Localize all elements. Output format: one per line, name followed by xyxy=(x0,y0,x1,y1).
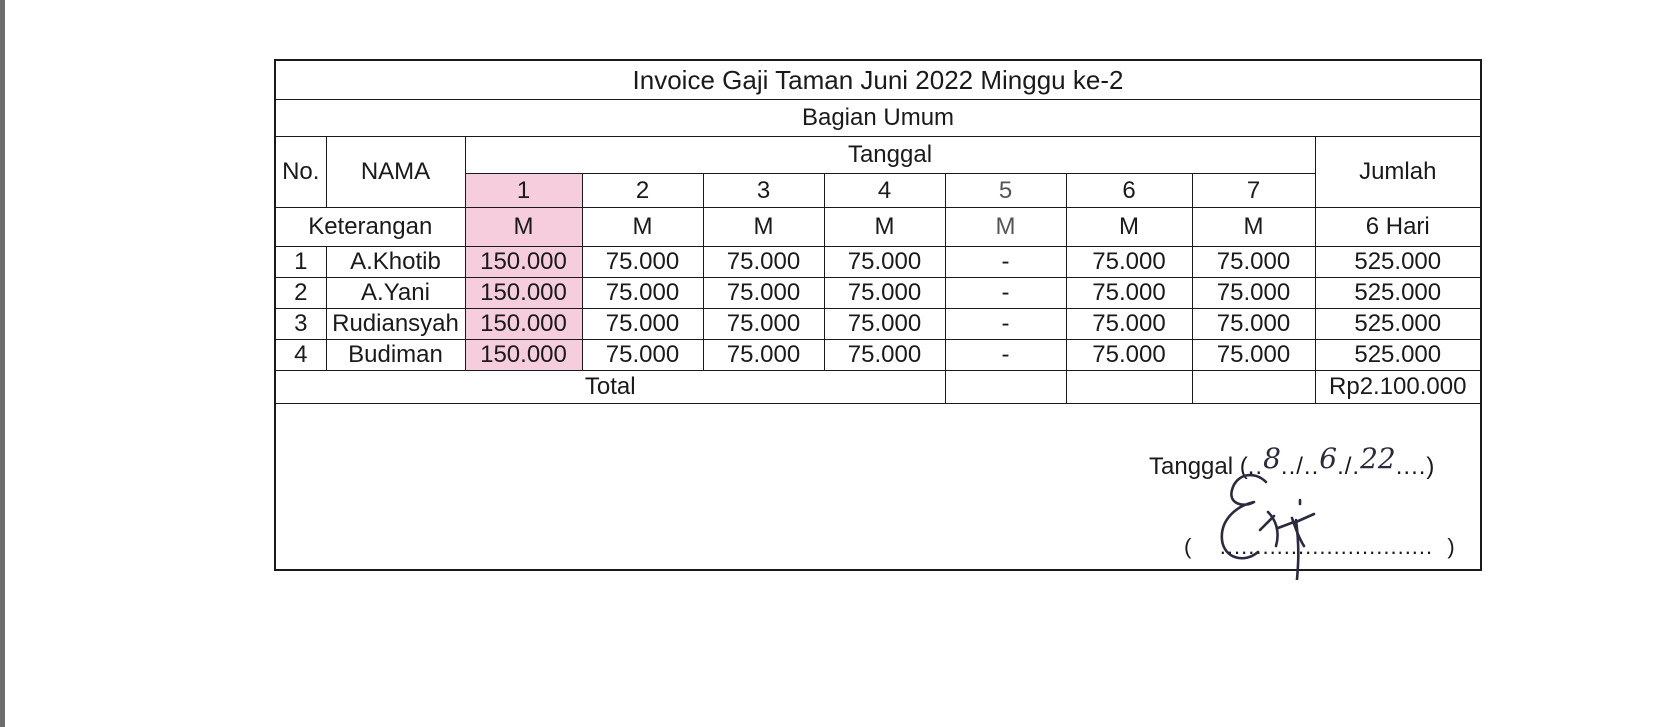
invoice-table xyxy=(276,61,1480,404)
scan-edge xyxy=(0,0,5,727)
row-value: 75.000 xyxy=(1192,309,1315,340)
row-no: 3 xyxy=(276,309,326,340)
grand-total: Rp2.100.000 xyxy=(1315,371,1480,404)
code-day-6: M xyxy=(1066,208,1192,247)
row-value: 75.000 xyxy=(703,340,824,371)
row-value: 75.000 xyxy=(824,309,945,340)
row-value: 75.000 xyxy=(582,340,703,371)
row-value: 75.000 xyxy=(824,247,945,278)
invoice-title: Invoice Gaji Taman Juni 2022 Minggu ke-2 xyxy=(276,61,1480,100)
day-header-5: 5 xyxy=(945,174,1066,208)
row-name: A.Khotib xyxy=(326,247,465,278)
row-value: 75.000 xyxy=(582,247,703,278)
code-day-4: M xyxy=(824,208,945,247)
row-value: 150.000 xyxy=(465,340,582,371)
row-jumlah: 525.000 xyxy=(1315,309,1480,340)
date-month: 6 xyxy=(1319,442,1338,475)
total-blank xyxy=(1192,371,1315,404)
code-day-3: M xyxy=(703,208,824,247)
row-value: 75.000 xyxy=(1192,278,1315,309)
keterangan-label: Keterangan xyxy=(276,208,465,247)
row-jumlah: 525.000 xyxy=(1315,247,1480,278)
code-day-1: M xyxy=(465,208,582,247)
day-header-2: 2 xyxy=(582,174,703,208)
row-value: 150.000 xyxy=(465,309,582,340)
row-value: 150.000 xyxy=(465,247,582,278)
invoice-document xyxy=(274,59,1482,571)
row-value: 75.000 xyxy=(1066,340,1192,371)
table-row xyxy=(276,340,1480,371)
total-blank xyxy=(1066,371,1192,404)
table-row xyxy=(276,278,1480,309)
signature-line: ( .............................. ) xyxy=(1184,534,1455,559)
row-no: 2 xyxy=(276,278,326,309)
row-value: - xyxy=(945,278,1066,309)
row-no: 1 xyxy=(276,247,326,278)
invoice-subtitle: Bagian Umum xyxy=(276,100,1480,137)
date-day: 8 xyxy=(1263,442,1281,475)
row-value: 75.000 xyxy=(1192,247,1315,278)
row-name: Budiman xyxy=(326,340,465,371)
code-day-2: M xyxy=(582,208,703,247)
row-value: 75.000 xyxy=(703,309,824,340)
sig-close-paren: ) xyxy=(1447,534,1455,559)
total-days: 6 Hari xyxy=(1315,208,1480,247)
row-value: - xyxy=(945,247,1066,278)
row-name: Rudiansyah xyxy=(326,309,465,340)
code-day-7: M xyxy=(1192,208,1315,247)
day-header-4: 4 xyxy=(824,174,945,208)
signature-area xyxy=(276,408,1480,568)
row-value: - xyxy=(945,340,1066,371)
row-no: 4 xyxy=(276,340,326,371)
row-value: 75.000 xyxy=(1066,309,1192,340)
header-jumlah: Jumlah xyxy=(1315,137,1480,208)
header-tanggal: Tanggal xyxy=(465,137,1315,174)
date-label: Tanggal ( xyxy=(1149,453,1248,480)
day-header-3: 3 xyxy=(703,174,824,208)
row-value: 75.000 xyxy=(582,278,703,309)
row-value: 75.000 xyxy=(1192,340,1315,371)
row-value: 75.000 xyxy=(703,247,824,278)
date-line: Tanggal (..8../..6./.22....) xyxy=(1149,442,1435,480)
row-value: 75.000 xyxy=(1066,278,1192,309)
day-header-6: 6 xyxy=(1066,174,1192,208)
row-jumlah: 525.000 xyxy=(1315,278,1480,309)
day-header-1: 1 xyxy=(465,174,582,208)
row-value: 75.000 xyxy=(824,340,945,371)
row-value: 75.000 xyxy=(1066,247,1192,278)
code-day-5: M xyxy=(945,208,1066,247)
row-value: 150.000 xyxy=(465,278,582,309)
row-value: 75.000 xyxy=(582,309,703,340)
row-name: A.Yani xyxy=(326,278,465,309)
total-blank xyxy=(945,371,1066,404)
row-jumlah: 525.000 xyxy=(1315,340,1480,371)
date-close-paren: ) xyxy=(1426,453,1435,480)
table-row xyxy=(276,247,1480,278)
sig-open-paren: ( xyxy=(1184,534,1192,559)
day-header-7: 7 xyxy=(1192,174,1315,208)
row-value: - xyxy=(945,309,1066,340)
header-nama: NAMA xyxy=(326,137,465,208)
row-value: 75.000 xyxy=(703,278,824,309)
table-row xyxy=(276,309,1480,340)
total-label: Total xyxy=(276,371,945,404)
row-value: 75.000 xyxy=(824,278,945,309)
handwritten-signature xyxy=(1196,460,1366,580)
header-no: No. xyxy=(276,137,326,208)
date-year: 22 xyxy=(1360,442,1396,475)
